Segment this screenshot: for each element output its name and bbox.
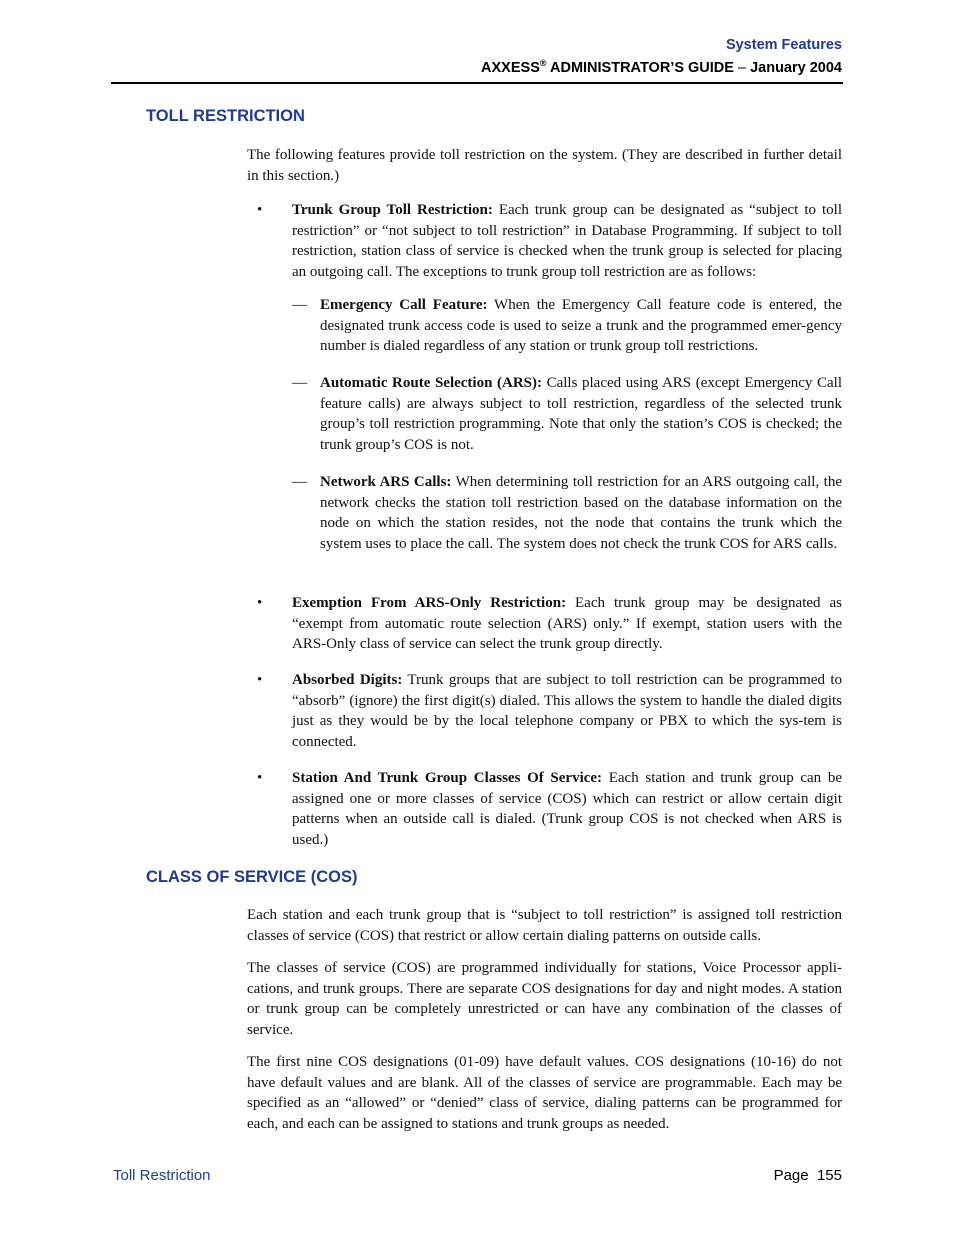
heading-class-of-service: CLASS OF SERVICE (COS) — [146, 868, 358, 886]
cos-paragraph: The classes of service (COS) are programmed individually for stations, Voice Processor appli-cations, and trunk groups. There are separate COS designations for day and night modes. A station or trunk group can be completely unrestricted or can have any combination of the classes of service. — [247, 960, 842, 1038]
dash-marker: — — [292, 375, 307, 391]
exception-term: Emergency Call Feature: — [320, 297, 488, 313]
registered-mark: ® — [539, 58, 547, 68]
page-number: 155 — [816, 1167, 842, 1184]
bullet-term: Absorbed Digits: — [292, 672, 403, 688]
bullet-body: Trunk groups that are subject to toll restriction can be programmed to “absorb” (ignore) the first digit(s) dialed. This allows the system to handle the dialed digits just as they would be by the local telephone company or PBX to which the sys-tem is connected. — [292, 672, 842, 750]
bullet-term: Trunk Group Toll Restriction: — [292, 202, 493, 218]
guide-date: January 2004 — [746, 60, 842, 76]
header-rule — [111, 82, 843, 84]
bullet-station-trunk-cos — [292, 768, 842, 850]
dash-marker: — — [292, 297, 307, 313]
heading-toll-restriction: TOLL RESTRICTION — [146, 107, 305, 125]
exception-automatic-route-selection — [320, 373, 842, 455]
footer-chapter: Toll Restriction — [113, 1167, 211, 1184]
bullet-marker: • — [257, 770, 263, 786]
exception-body: When determining toll restriction for an ARS outgoing call, the network checks the station toll restriction based on the database information on the node on which the station resides, not the node that contains the trunk which the system uses to place the call. The system does not check the trunk COS for ARS calls. — [320, 474, 842, 552]
bullet-marker: • — [257, 672, 263, 688]
exception-term: Automatic Route Selection (ARS): — [320, 375, 543, 391]
guide-prefix: AXXESS — [481, 60, 540, 76]
bullet-term: Station And Trunk Group Classes Of Service: — [292, 770, 603, 786]
bullet-trunk-group-toll-restriction — [292, 200, 842, 282]
bullet-term: Exemption From ARS-Only Restriction: — [292, 595, 567, 611]
intro-paragraph: The following features provide toll restriction on the system. (They are described in further detail in this section.) — [247, 147, 842, 184]
exception-network-ars-calls — [320, 472, 842, 554]
page-label: Page — [773, 1167, 809, 1184]
bullet-body: Each trunk group can be designated as “subject to toll restriction” or “not subject to toll restriction” in Database Programming. If subject to toll restriction, station class of service is checked when the trunk group is selected for placing an outgoing call. The exceptions to trunk group toll restriction are as follows: — [292, 202, 842, 280]
bullet-marker: • — [257, 595, 263, 611]
footer-page-number — [774, 1167, 842, 1184]
bullet-exemption-ars-only — [292, 593, 842, 655]
exception-emergency-call-feature — [320, 295, 842, 357]
guide-title: ADMINISTRATOR’S GUIDE — [546, 60, 738, 76]
dash-marker: — — [292, 474, 307, 490]
exception-body: Calls placed using ARS (except Emergency Call feature calls) are always subject to toll restriction, regardless of the selected trunk group’s toll restriction programming. Note that only the station’s COS is checked; the trunk group’s COS is not. — [320, 375, 843, 453]
bullet-absorbed-digits — [292, 670, 842, 752]
running-header-section: System Features — [725, 37, 842, 53]
running-header-guide-title — [481, 60, 842, 76]
bullet-body: Each trunk group may be designated as “exempt from automatic route selection (ARS) only.” If exempt, station users with the ARS-Only class of service can select the trunk group directly. — [292, 595, 842, 653]
cos-paragraph: Each station and each trunk group that is “subject to toll restriction” is assigned toll restriction classes of service (COS) that restrict or allow certain dialing patterns on outside calls. — [247, 907, 842, 944]
exception-term: Network ARS Calls: — [320, 474, 452, 490]
exception-body: When the Emergency Call feature code is entered, the designated trunk access code is used to seize a trunk and the programmed emer-gency number is dialed regardless of any station or trunk group toll restrictions. — [320, 297, 842, 355]
bullet-marker: • — [257, 202, 263, 218]
bullet-body: Each station and trunk group can be assigned one or more classes of service (COS) which can restrict or allow certain digit patterns when an outside call is dialed. (Trunk group COS is not checked when ARS is used.) — [292, 770, 843, 848]
cos-paragraph: The first nine COS designations (01-09) have default values. COS designations (10-16) do not have default values and are blank. All of the classes of service are programmable. Each may be specified as an “allowed” or “denied” class of service, dialing patterns can be programmed for each, and each can be assigned to stations and trunk groups as needed. — [247, 1054, 842, 1132]
guide-dash: – — [737, 60, 747, 76]
